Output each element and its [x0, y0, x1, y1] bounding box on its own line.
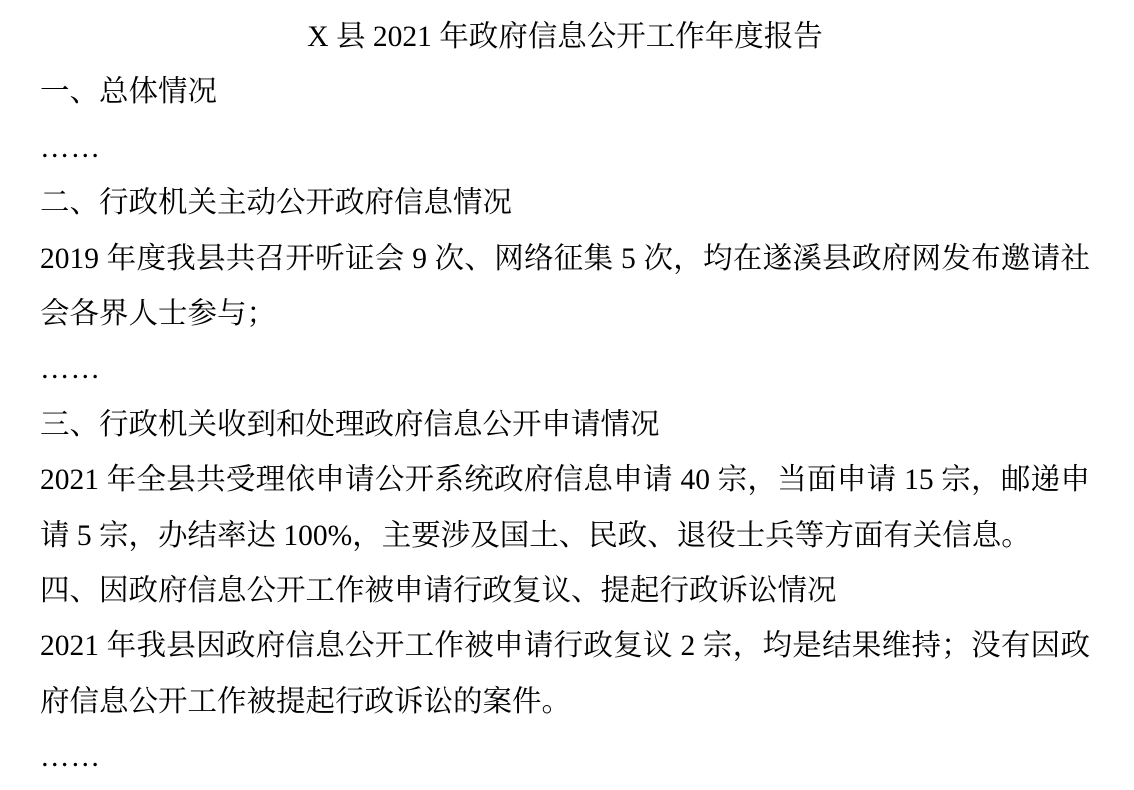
- document-title: X 县 2021 年政府信息公开工作年度报告: [307, 21, 823, 53]
- section-4-body-paragraph: 2021 年我县因政府信息公开工作被申请行政复议 2 宗，均是结果维持；没有因政府信息公开工作被提起行政诉讼的案件。: [40, 630, 1090, 718]
- section-heading-3: 三、行政机关收到和处理政府信息公开申请情况: [40, 408, 660, 441]
- omitted-content-ellipsis: ……: [40, 353, 101, 386]
- section-heading-2: 二、行政机关主动公开政府信息情况: [40, 187, 513, 220]
- section-2-body-paragraph: 2019 年度我县共召开听证会 9 次、网络征集 5 次，均在遂溪县政府网发布邀请社会各界人士参与；: [40, 242, 1090, 331]
- section-heading-1: 一、总体情况: [40, 76, 218, 109]
- omitted-content-ellipsis: ……: [40, 131, 101, 164]
- section-3-body-paragraph: 2021 年全县共受理依申请公开系统政府信息申请 40 宗，当面申请 15 宗，邮递申请 5 宗，办结率达 100%，主要涉及国土、民政、退役士兵等方面有关信息。: [40, 464, 1090, 552]
- section-heading-4: 四、因政府信息公开工作被申请行政复议、提起行政诉讼情况: [40, 575, 837, 608]
- omitted-content-ellipsis: ……: [40, 741, 101, 774]
